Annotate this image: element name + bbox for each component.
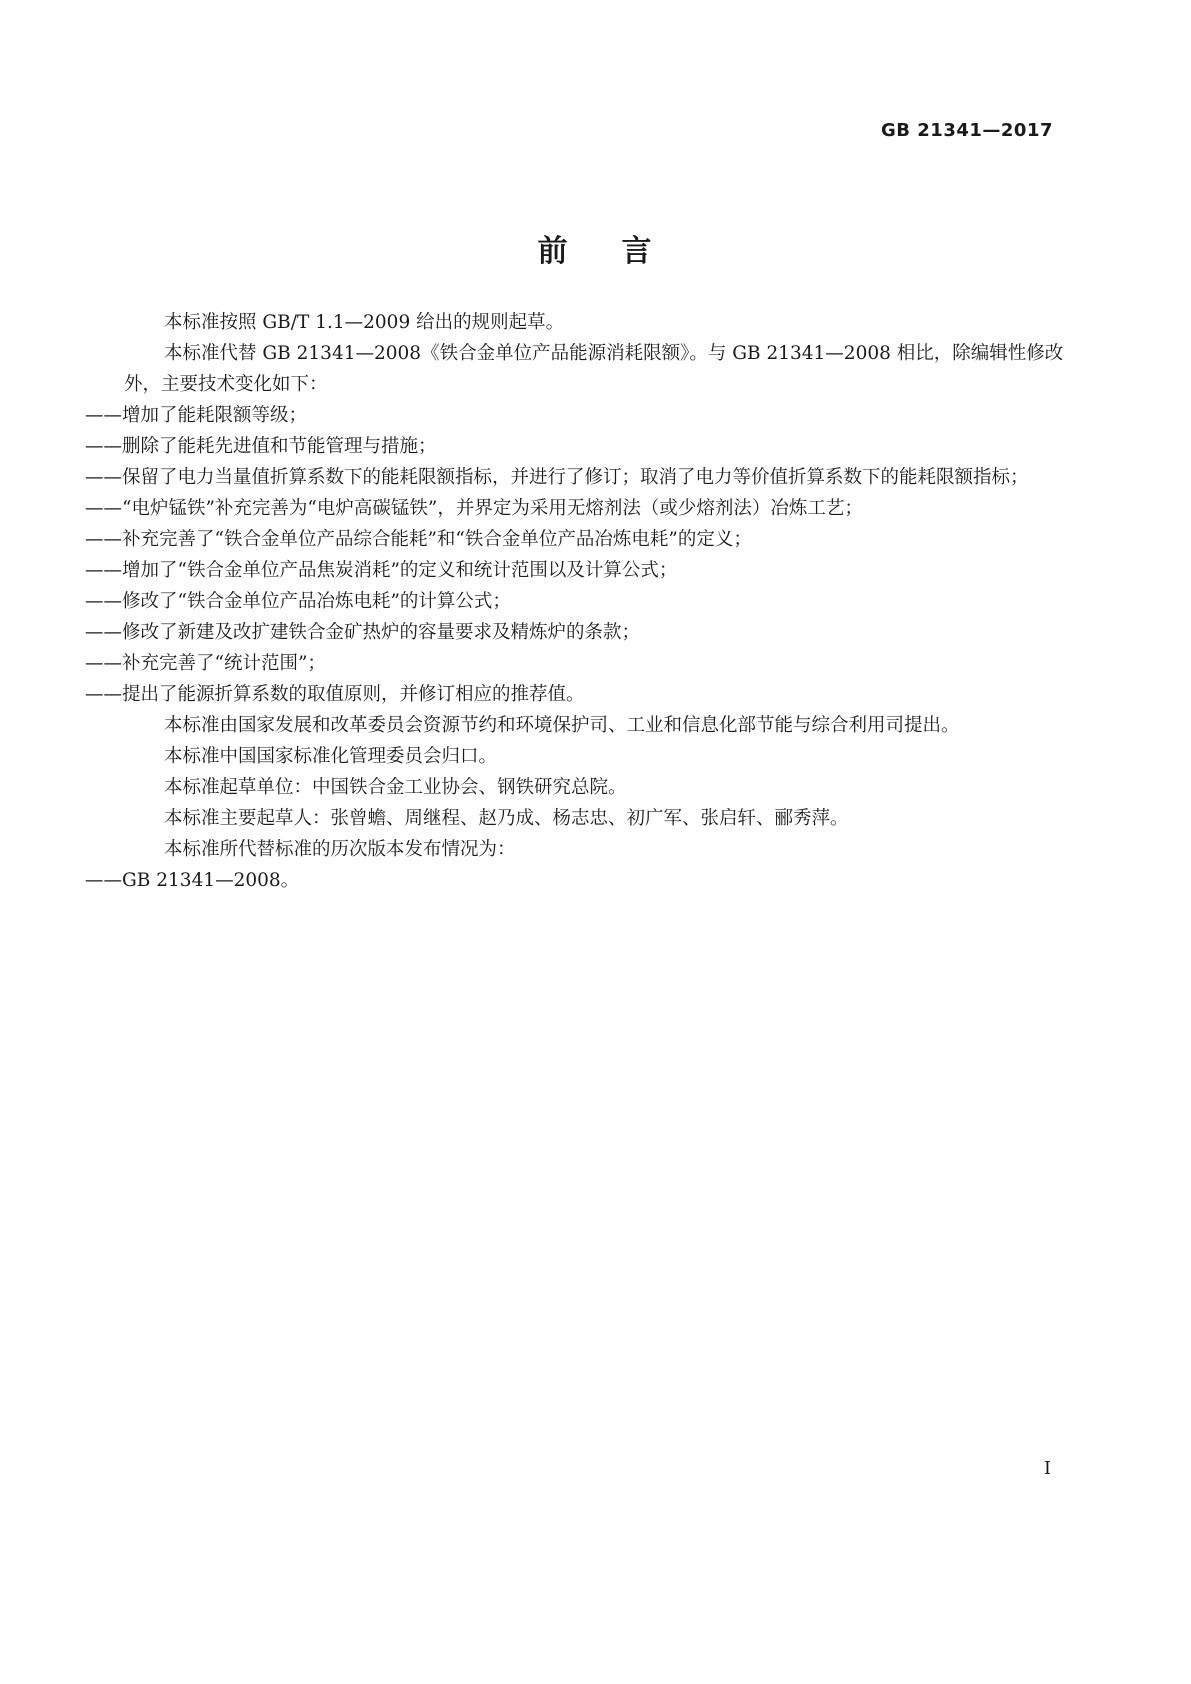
title-char-2: 言 [621,234,654,269]
paragraph: 本标准由国家发展和改革委员会资源节约和环境保护司、工业和信息化部节能与综合利用司提出。 [164,715,960,736]
paragraph: 本标准所代替标准的历次版本发布情况为： [164,839,516,860]
change-list-item: ——补充完善了“统计范围”； [85,653,326,674]
change-list-item: ——保留了电力当量值折算系数下的能耗限额指标，并进行了修订；取消了电力等价值折算系数下的能耗限额指标； [85,467,1029,488]
page-number: I [1043,1458,1051,1479]
paragraph: 本标准起草单位：中国铁合金工业协会、钢铁研究总院。 [164,777,627,798]
paragraph: 本标准按照 GB/T 1.1—2009 给出的规则起草。 [164,312,565,333]
foreword-body [85,307,1064,896]
title-char-1: 前 [537,234,570,269]
change-list-item: ——“电炉锰铁”补充完善为“电炉高碳锰铁”，并界定为采用无熔剂法（或少熔剂法）冶炼工艺； [85,498,863,519]
standard-number-header: GB 21341—2017 [881,120,1053,141]
paragraph: 本标准代替 GB 21341—2008《铁合金单位产品能源消耗限额》。与 GB 21341—2008 相比，除编辑性修改外，主要技术变化如下： [124,343,1064,395]
change-list-item: ——补充完善了“铁合金单位产品综合能耗”和“铁合金单位产品冶炼电耗”的定义； [85,529,752,550]
change-list-item: ——删除了能耗先进值和节能管理与措施； [85,436,437,457]
version-history-item: ——GB 21341—2008。 [85,870,300,891]
paragraph: 本标准主要起草人：张曾蟾、周继程、赵乃成、杨志忠、初广军、张启轩、郦秀萍。 [164,808,849,829]
change-list-item: ——修改了新建及改扩建铁合金矿热炉的容量要求及精炼炉的条款； [85,622,641,643]
change-list-item: ——提出了能源折算系数的取值原则，并修订相应的推荐值。 [85,684,585,705]
page-title [0,226,1191,270]
change-list-item: ——增加了“铁合金单位产品焦炭消耗”的定义和统计范围以及计算公式； [85,560,678,581]
change-list-item: ——增加了能耗限额等级； [85,405,308,426]
change-list-item: ——修改了“铁合金单位产品冶炼电耗”的计算公式； [85,591,511,612]
paragraph: 本标准中国国家标准化管理委员会归口。 [164,746,498,767]
